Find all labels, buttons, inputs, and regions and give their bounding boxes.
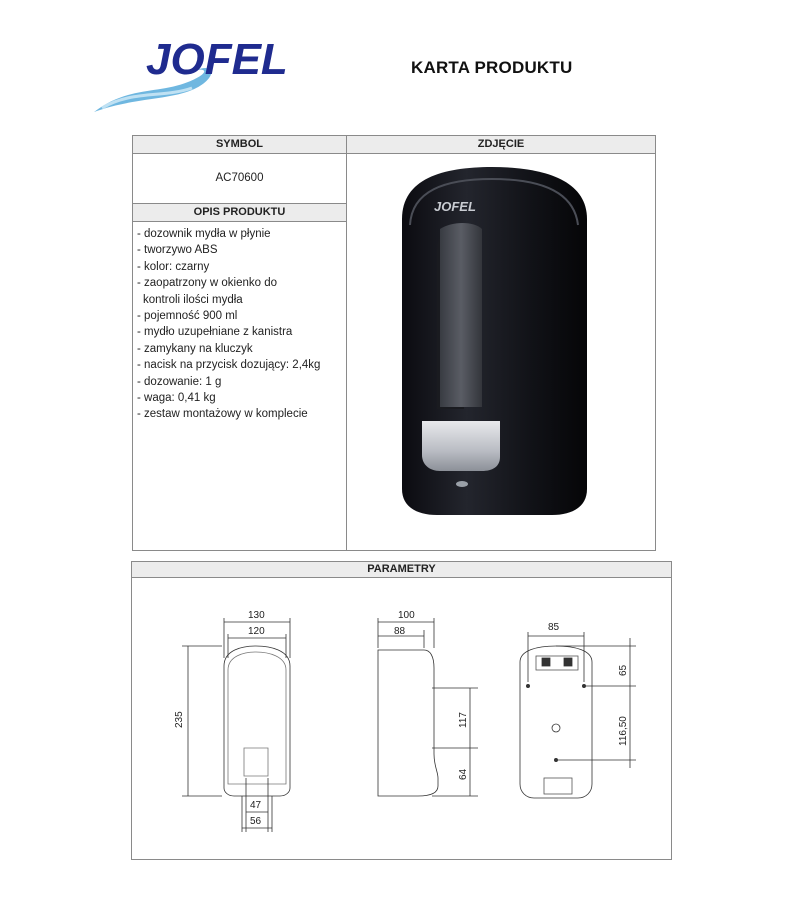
product-table xyxy=(132,135,656,551)
dim-back-top-offset: 65 xyxy=(618,664,629,676)
dim-button-outer: 56 xyxy=(250,816,262,827)
feature-item: - nacisk na przycisk dozujący: 2,4kg xyxy=(137,359,321,372)
jofel-logo-icon xyxy=(88,28,318,120)
feature-item: - kolor: czarny xyxy=(137,260,210,273)
dim-front-height: 235 xyxy=(174,711,185,728)
photo-header: ZDJĘCIE xyxy=(347,136,655,154)
dim-front-width-inner: 120 xyxy=(248,626,265,637)
dim-front-width-outer: 130 xyxy=(248,610,265,621)
description-header: OPIS PRODUKTU xyxy=(133,204,346,222)
parameters-table xyxy=(131,561,672,860)
feature-item: kontroli ilości mydła xyxy=(143,293,243,306)
brand-logo xyxy=(88,28,318,120)
dim-side-depth-outer: 100 xyxy=(398,610,415,621)
product-info-column xyxy=(133,136,347,550)
feature-item: - zamykany na kluczyk xyxy=(137,342,253,355)
document-title: KARTA PRODUKTU xyxy=(411,58,573,77)
photo-logo-text: JOFEL xyxy=(434,199,476,214)
feature-item: - mydło uzupełniane z kanistra xyxy=(137,326,293,339)
feature-item: - zaopatrzony w okienko do xyxy=(137,277,277,290)
parameters-header: PARAMETRY xyxy=(132,562,671,578)
dim-side-upper: 117 xyxy=(458,712,469,728)
technical-drawings xyxy=(132,578,671,865)
feature-item: - waga: 0,41 kg xyxy=(137,392,216,405)
dim-side-lower: 64 xyxy=(458,768,469,780)
symbol-header: SYMBOL xyxy=(133,136,346,154)
dimension-drawings xyxy=(132,578,671,860)
feature-item: - zestaw montażowy w komplecie xyxy=(137,408,308,421)
photo-column xyxy=(347,136,655,550)
soap-dispenser-image xyxy=(382,159,622,549)
dim-button-inner: 47 xyxy=(250,800,262,811)
product-photo xyxy=(347,153,655,550)
dim-side-depth-inner: 88 xyxy=(394,626,406,637)
feature-item: - dozowanie: 1 g xyxy=(137,375,222,388)
feature-list xyxy=(133,222,346,423)
dim-back-hole-vertical: 116,50 xyxy=(618,716,629,746)
feature-item: - pojemność 900 ml xyxy=(137,310,238,323)
dim-back-hole-spacing: 85 xyxy=(548,622,560,633)
feature-item: - tworzywo ABS xyxy=(137,244,218,257)
feature-item: - dozownik mydła w płynie xyxy=(137,228,271,240)
symbol-value: AC70600 xyxy=(133,154,346,204)
logo-text: JOFEL xyxy=(146,35,288,84)
